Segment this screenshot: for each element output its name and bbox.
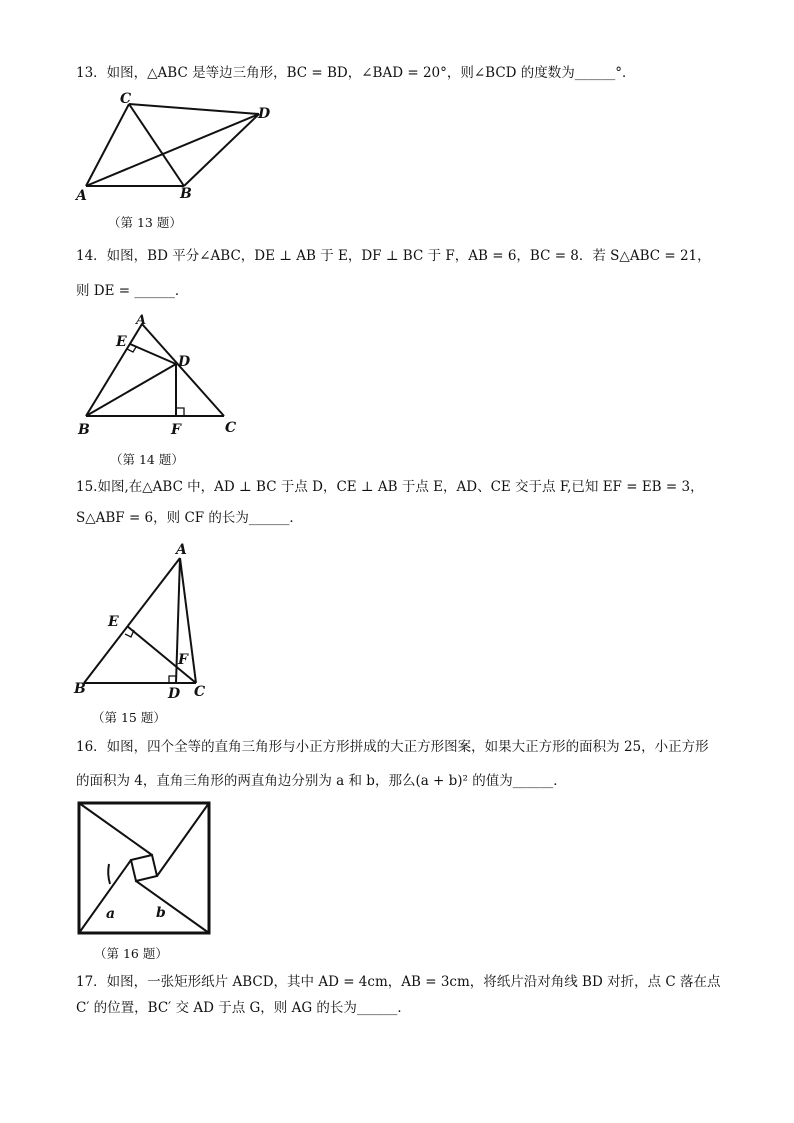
q15-label-D: D: [168, 686, 181, 702]
q13-seg-BD: [184, 114, 259, 186]
q13-text: 13．如图，△ABC 是等边三角形，BC = BD，∠BAD = 20°，则∠BCD 的度数为______°．: [76, 65, 636, 81]
q13-label-A: A: [76, 188, 87, 204]
q15-right-angle-D: [169, 676, 176, 683]
q13-seg-CD: [129, 104, 259, 114]
q14-label-C: C: [225, 420, 237, 436]
q16-label-b: b: [156, 905, 166, 921]
q14-label-D: D: [178, 354, 191, 370]
q15-label-E: E: [108, 614, 119, 630]
q15-label-F: F: [178, 652, 188, 668]
q16-seg-br: [136, 881, 209, 933]
q14-figure: [74, 312, 254, 440]
q13-caption: （第 13 题）: [108, 215, 182, 230]
q13-figure: [74, 90, 284, 205]
q13-seg-AC: [86, 104, 129, 186]
q15-seg-BA: [84, 558, 180, 683]
q16-large-square: [79, 803, 209, 933]
q16-pen-mark: [108, 864, 110, 884]
q16-seg-tr: [157, 803, 209, 876]
q17-text-line1: 17．如图，一张矩形纸片 ABCD，其中 AD = 4cm，AB = 3cm，将纸片沿对角线 BD 对折，点 C 落在点: [76, 974, 721, 990]
q16-small-square: [131, 855, 157, 881]
q16-seg-tl: [79, 803, 152, 855]
q16-label-a: a: [106, 906, 116, 922]
q14-label-F: F: [171, 422, 181, 438]
q14-label-E: E: [116, 334, 127, 350]
q15-label-B: B: [74, 681, 86, 697]
q13-seg-CB: [129, 104, 184, 186]
q14-right-angle-F: [176, 408, 184, 416]
q14-caption: （第 14 题）: [110, 452, 184, 467]
q14-label-B: B: [78, 422, 90, 438]
q13-label-B: B: [180, 186, 192, 202]
q14-label-A: A: [136, 313, 147, 328]
q16-seg-bl: [79, 860, 131, 933]
q17-text-line2: C′ 的位置，BC′ 交 AD 于点 G，则 AG 的长为______．: [76, 1000, 411, 1016]
q15-label-C: C: [194, 684, 206, 700]
q14-text-line1: 14．如图，BD 平分∠ABC，DE ⊥ AB 于 E，DF ⊥ BC 于 F，AB = 6，BC = 8．若 S△ABC = 21，: [76, 248, 711, 264]
q16-figure: [76, 800, 212, 936]
q16-text-line1: 16．如图，四个全等的直角三角形与小正方形拼成的大正方形图案，如果大正方形的面积为 25，小正方形: [76, 739, 709, 755]
q15-text-line1: 15.如图,在△ABC 中，AD ⊥ BC 于点 D，CE ⊥ AB 于点 E，AD、CE 交于点 F,已知 EF = EB = 3，: [76, 479, 704, 495]
q13-label-C: C: [120, 91, 132, 107]
q15-caption: （第 15 题）: [92, 710, 166, 725]
q14-seg-AC: [142, 324, 224, 416]
q14-text-line2: 则 DE = ______．: [76, 283, 189, 299]
q14-seg-BA: [86, 324, 142, 416]
q16-caption: （第 16 题）: [94, 946, 168, 961]
q16-text-line2: 的面积为 4，直角三角形的两直角边分别为 a 和 b，那么(a + b)² 的值为______．: [76, 773, 567, 789]
q13-seg-AD: [86, 114, 259, 186]
q15-label-A: A: [176, 542, 187, 558]
q15-figure: [70, 538, 220, 703]
q14-seg-BD: [86, 364, 176, 416]
q15-text-line2: S△ABF = 6，则 CF 的长为______．: [76, 510, 303, 526]
q13-label-D: D: [258, 106, 271, 122]
